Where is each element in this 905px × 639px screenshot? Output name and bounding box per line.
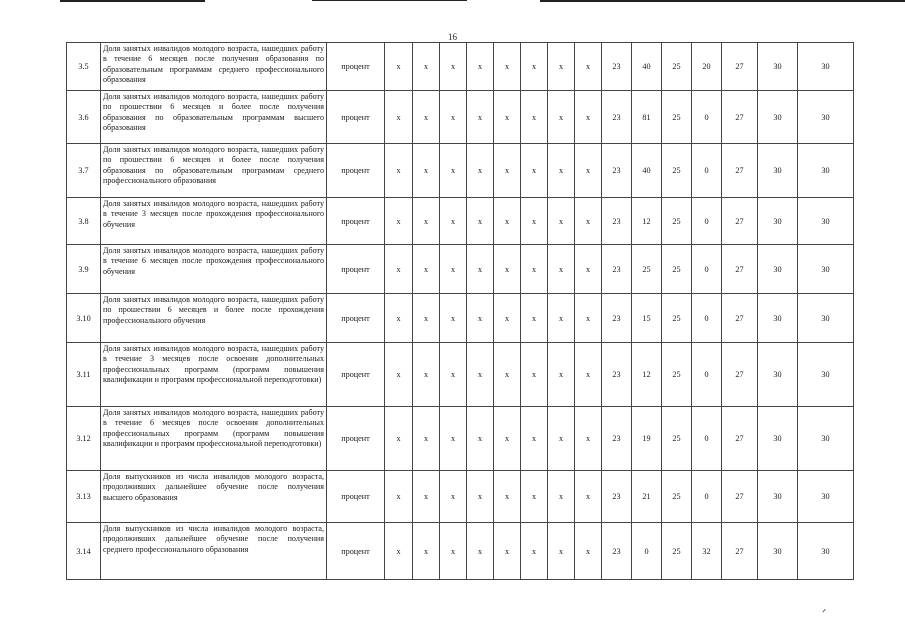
value-cell: 23	[602, 198, 632, 245]
value-cell: 23	[602, 245, 632, 294]
value-cell: 25	[632, 245, 662, 294]
value-cell: 30	[758, 471, 798, 523]
value-cell: х	[494, 471, 521, 523]
value-cell: 23	[602, 294, 632, 343]
row-number: 3.12	[67, 407, 101, 471]
value-cell: х	[467, 245, 494, 294]
value-cell: 30	[798, 198, 854, 245]
value-cell: 27	[722, 407, 758, 471]
value-cell: х	[385, 198, 413, 245]
value-cell: х	[467, 471, 494, 523]
value-cell: 30	[758, 198, 798, 245]
value-cell: 23	[602, 471, 632, 523]
value-cell: х	[440, 144, 467, 198]
top-rule-middle	[312, 0, 467, 1]
value-cell: 19	[632, 407, 662, 471]
indicator-description: Доля занятых инвалидов молодого возраста, нашедших работу в течение 3 месяцев после освоения дополнительных профессиональных программ (программ повышения квалификации и программ профессиональной переподготовки)	[101, 343, 327, 407]
value-cell: х	[413, 43, 440, 91]
table-row	[67, 144, 854, 198]
unit-cell: процент	[327, 523, 385, 580]
value-cell: х	[467, 294, 494, 343]
indicator-description: Доля занятых инвалидов молодого возраста, нашедших работу в течение 3 месяцев после прохождения профессионального обучения	[101, 198, 327, 245]
value-cell: 30	[798, 471, 854, 523]
table-row	[67, 523, 854, 580]
value-cell: 81	[632, 91, 662, 144]
value-cell: х	[494, 343, 521, 407]
value-cell: х	[440, 407, 467, 471]
value-cell: 40	[632, 144, 662, 198]
unit-cell: процент	[327, 343, 385, 407]
value-cell: х	[385, 523, 413, 580]
value-cell: 23	[602, 523, 632, 580]
value-cell: х	[413, 144, 440, 198]
value-cell: 30	[798, 245, 854, 294]
value-cell: х	[521, 245, 548, 294]
value-cell: 27	[722, 343, 758, 407]
value-cell: 20	[692, 43, 722, 91]
value-cell: 30	[798, 91, 854, 144]
value-cell: х	[467, 144, 494, 198]
value-cell: 21	[632, 471, 662, 523]
row-number: 3.10	[67, 294, 101, 343]
value-cell: х	[521, 407, 548, 471]
value-cell: 27	[722, 91, 758, 144]
value-cell: 25	[662, 294, 692, 343]
unit-cell: процент	[327, 245, 385, 294]
value-cell: 23	[602, 91, 632, 144]
indicator-description: Доля выпускников из числа инвалидов молодого возраста, продолживших дальнейшее обучение после получения высшего образования	[101, 471, 327, 523]
row-number: 3.11	[67, 343, 101, 407]
value-cell: 27	[722, 245, 758, 294]
value-cell: х	[385, 294, 413, 343]
value-cell: х	[440, 43, 467, 91]
value-cell: х	[548, 91, 575, 144]
value-cell: х	[440, 343, 467, 407]
value-cell: 0	[692, 144, 722, 198]
unit-cell: процент	[327, 144, 385, 198]
value-cell: х	[575, 523, 602, 580]
value-cell: 30	[758, 294, 798, 343]
value-cell: х	[467, 198, 494, 245]
value-cell: 23	[602, 407, 632, 471]
value-cell: х	[548, 471, 575, 523]
value-cell: х	[521, 343, 548, 407]
table-row	[67, 294, 854, 343]
value-cell: 30	[758, 91, 798, 144]
value-cell: х	[521, 523, 548, 580]
value-cell: 30	[798, 523, 854, 580]
indicators-table	[66, 42, 854, 580]
value-cell: 25	[662, 343, 692, 407]
table-body	[67, 43, 854, 580]
value-cell: 23	[602, 43, 632, 91]
table-row	[67, 245, 854, 294]
value-cell: х	[575, 343, 602, 407]
value-cell: 23	[602, 343, 632, 407]
value-cell: х	[440, 245, 467, 294]
value-cell: х	[494, 523, 521, 580]
value-cell: х	[575, 43, 602, 91]
value-cell: 12	[632, 198, 662, 245]
value-cell: 27	[722, 144, 758, 198]
value-cell: 27	[722, 523, 758, 580]
corner-mark: ᐟ	[822, 608, 827, 619]
value-cell: 0	[692, 245, 722, 294]
value-cell: х	[521, 198, 548, 245]
value-cell: 15	[632, 294, 662, 343]
unit-cell: процент	[327, 198, 385, 245]
table-row	[67, 407, 854, 471]
value-cell: х	[440, 294, 467, 343]
row-number: 3.13	[67, 471, 101, 523]
row-number: 3.6	[67, 91, 101, 144]
value-cell: х	[521, 294, 548, 343]
value-cell: х	[521, 144, 548, 198]
table-row	[67, 198, 854, 245]
indicator-description: Доля занятых инвалидов молодого возраста, нашедших работу в течение 6 месяцев после получения образования по образовательным программам среднего профессионального образования	[101, 43, 327, 91]
row-number: 3.14	[67, 523, 101, 580]
value-cell: х	[548, 198, 575, 245]
value-cell: х	[548, 294, 575, 343]
value-cell: 25	[662, 471, 692, 523]
value-cell: х	[467, 43, 494, 91]
row-number: 3.9	[67, 245, 101, 294]
row-number: 3.8	[67, 198, 101, 245]
value-cell: х	[385, 407, 413, 471]
value-cell: х	[575, 144, 602, 198]
value-cell: 25	[662, 198, 692, 245]
value-cell: х	[494, 198, 521, 245]
value-cell: х	[548, 343, 575, 407]
value-cell: х	[548, 144, 575, 198]
value-cell: 25	[662, 245, 692, 294]
value-cell: х	[548, 407, 575, 471]
indicator-description: Доля занятых инвалидов молодого возраста, нашедших работу в течение 6 месяцев после прохождения профессионального обучения	[101, 245, 327, 294]
value-cell: 30	[758, 523, 798, 580]
top-rule-right	[540, 0, 905, 2]
value-cell: х	[575, 294, 602, 343]
unit-cell: процент	[327, 471, 385, 523]
value-cell: х	[575, 91, 602, 144]
unit-cell: процент	[327, 294, 385, 343]
value-cell: х	[385, 144, 413, 198]
value-cell: 0	[692, 407, 722, 471]
value-cell: 30	[798, 144, 854, 198]
value-cell: х	[494, 407, 521, 471]
value-cell: 30	[798, 407, 854, 471]
value-cell: 0	[692, 343, 722, 407]
value-cell: х	[467, 343, 494, 407]
value-cell: х	[548, 523, 575, 580]
value-cell: х	[548, 43, 575, 91]
value-cell: 40	[632, 43, 662, 91]
value-cell: х	[385, 245, 413, 294]
value-cell: 32	[692, 523, 722, 580]
value-cell: 27	[722, 294, 758, 343]
value-cell: х	[413, 471, 440, 523]
value-cell: х	[413, 245, 440, 294]
value-cell: х	[467, 523, 494, 580]
indicator-description: Доля выпускников из числа инвалидов молодого возраста, продолживших дальнейшее обучение после получения среднего профессионального образования	[101, 523, 327, 580]
value-cell: х	[575, 245, 602, 294]
value-cell: х	[440, 523, 467, 580]
unit-cell: процент	[327, 43, 385, 91]
value-cell: 27	[722, 471, 758, 523]
value-cell: х	[385, 91, 413, 144]
value-cell: 12	[632, 343, 662, 407]
value-cell: 27	[722, 198, 758, 245]
value-cell: х	[413, 294, 440, 343]
table-row	[67, 91, 854, 144]
table-row	[67, 343, 854, 407]
value-cell: х	[385, 471, 413, 523]
value-cell: 25	[662, 91, 692, 144]
value-cell: 30	[798, 43, 854, 91]
table-row	[67, 471, 854, 523]
value-cell: 25	[662, 43, 692, 91]
value-cell: 30	[758, 407, 798, 471]
indicator-description: Доля занятых инвалидов молодого возраста, нашедших работу по прошествии 6 месяцев и более после получения образования по образовательным программам среднего профессионального образования	[101, 144, 327, 198]
table-row	[67, 43, 854, 91]
indicator-description: Доля занятых инвалидов молодого возраста, нашедших работу по прошествии 6 месяцев и более после получения образования по образовательным программам высшего образования	[101, 91, 327, 144]
value-cell: х	[575, 407, 602, 471]
value-cell: х	[494, 91, 521, 144]
page-number: 16	[448, 32, 457, 42]
top-rule-left	[60, 0, 205, 2]
indicator-description: Доля занятых инвалидов молодого возраста, нашедших работу в течение 6 месяцев после освоения дополнительных профессиональных программ (программ повышения квалификации и программ профессиональной переподготовки)	[101, 407, 327, 471]
value-cell: х	[575, 471, 602, 523]
value-cell: 0	[692, 471, 722, 523]
value-cell: х	[494, 144, 521, 198]
value-cell: 30	[758, 245, 798, 294]
unit-cell: процент	[327, 407, 385, 471]
value-cell: х	[548, 245, 575, 294]
value-cell: х	[440, 91, 467, 144]
value-cell: х	[440, 198, 467, 245]
indicator-description: Доля занятых инвалидов молодого возраста, нашедших работу по прошествии 6 месяцев и более после прохождения профессионального обучения	[101, 294, 327, 343]
value-cell: 23	[602, 144, 632, 198]
value-cell: 0	[692, 91, 722, 144]
value-cell: х	[413, 91, 440, 144]
value-cell: х	[413, 523, 440, 580]
value-cell: 25	[662, 523, 692, 580]
value-cell: 0	[692, 294, 722, 343]
value-cell: 25	[662, 144, 692, 198]
value-cell: х	[521, 471, 548, 523]
value-cell: х	[494, 245, 521, 294]
value-cell: 25	[662, 407, 692, 471]
value-cell: х	[413, 343, 440, 407]
value-cell: х	[385, 43, 413, 91]
unit-cell: процент	[327, 91, 385, 144]
row-number: 3.5	[67, 43, 101, 91]
value-cell: х	[385, 343, 413, 407]
value-cell: х	[440, 471, 467, 523]
row-number: 3.7	[67, 144, 101, 198]
value-cell: 27	[722, 43, 758, 91]
value-cell: 0	[632, 523, 662, 580]
value-cell: х	[521, 43, 548, 91]
value-cell: х	[521, 91, 548, 144]
value-cell: х	[413, 198, 440, 245]
value-cell: х	[467, 91, 494, 144]
value-cell: 0	[692, 198, 722, 245]
value-cell: 30	[798, 343, 854, 407]
value-cell: х	[467, 407, 494, 471]
value-cell: 30	[758, 343, 798, 407]
value-cell: 30	[758, 43, 798, 91]
value-cell: 30	[758, 144, 798, 198]
value-cell: 30	[798, 294, 854, 343]
value-cell: х	[494, 43, 521, 91]
value-cell: х	[413, 407, 440, 471]
value-cell: х	[575, 198, 602, 245]
value-cell: х	[494, 294, 521, 343]
